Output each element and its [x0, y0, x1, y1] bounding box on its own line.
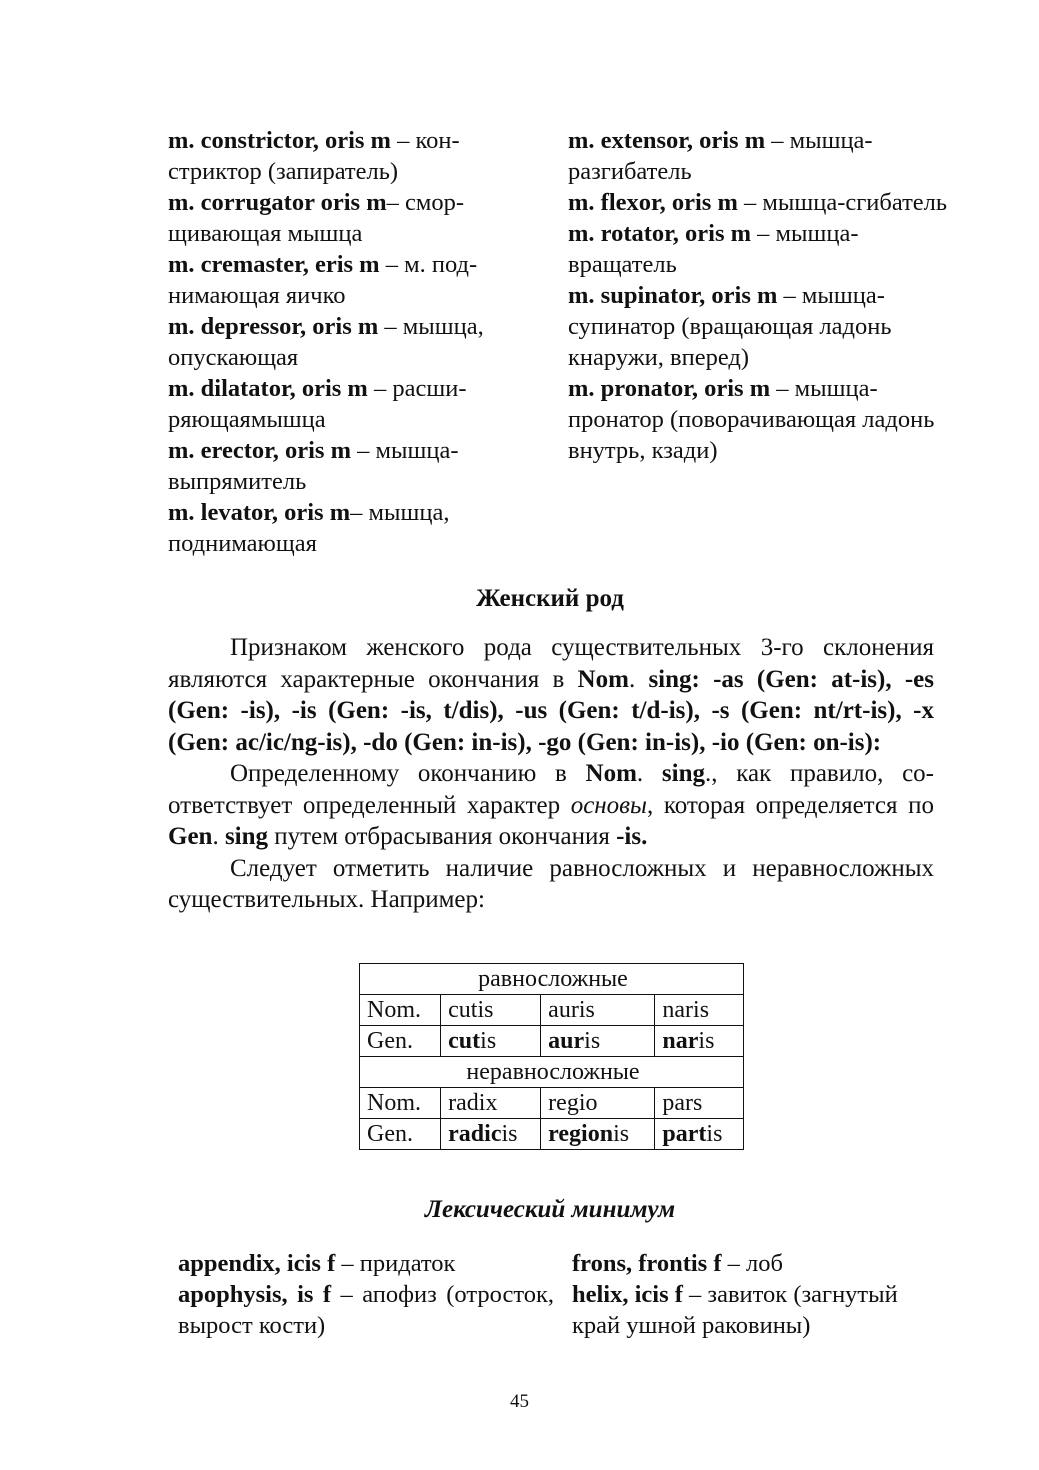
table-cell: naris	[655, 995, 744, 1026]
entry-term: m. supinator, oris m	[568, 282, 778, 309]
page-number: 45	[510, 1391, 529, 1412]
table-cell	[655, 1026, 744, 1057]
text-run-bold: Nom	[585, 760, 637, 787]
text-run: Следует отметить наличие равносложных и неравносложных существительных. Например:	[168, 854, 934, 913]
entry-separator: –	[770, 375, 795, 402]
text-run-italic: основы	[570, 791, 647, 819]
text-run: .	[628, 665, 649, 693]
table-row	[360, 1026, 744, 1057]
entry-gloss: завиток (загнутый край ушной раковины)	[572, 1281, 898, 1339]
text-run: .	[636, 760, 662, 787]
body-text	[168, 632, 934, 916]
group-label: неравносложные	[360, 1057, 744, 1088]
entry-term: frons, frontis f	[572, 1250, 722, 1277]
text-run: ., как правило, соответствует определенный характер	[168, 760, 934, 819]
glossary-entry	[168, 187, 540, 249]
text-run-bold: sing	[224, 823, 269, 850]
lexicon-entry	[178, 1248, 554, 1279]
table-group-row	[360, 964, 744, 995]
ending: is	[698, 1027, 715, 1054]
entry-separator: –	[682, 1281, 708, 1308]
entry-gloss: апофиз (отросток, вырост кости)	[178, 1281, 554, 1339]
entry-term: m. levator, oris m	[168, 499, 351, 526]
table-cell: auris	[541, 995, 655, 1026]
ending: is	[706, 1120, 723, 1147]
ending: is	[584, 1027, 601, 1054]
table-cell	[655, 1119, 744, 1150]
entry-term: appendix, icis f	[178, 1250, 336, 1277]
ending: is	[501, 1120, 518, 1147]
entry-separator: –	[721, 1250, 747, 1277]
lexicon-column-left	[178, 1248, 554, 1341]
case-label: Nom.	[360, 1088, 441, 1119]
table-cell: cutis	[441, 995, 541, 1026]
text-run-bold: sing: -as (Gen: at-is), -es (Gen: -is), -is (Gen: -is, t/dis), -us (Gen: t/d-is), -s (Gen: nt/rt-is), -x (Gen: ac/ic/ng-is), -do (Gen: in-is), -go (Gen: in-is), -io (Gen: on-is):	[168, 665, 935, 756]
entry-term: m. rotator, oris m	[568, 220, 752, 247]
entry-gloss: расширяющаямышца	[168, 375, 467, 433]
entry-separator: –	[765, 127, 790, 154]
entry-separator: –	[350, 499, 369, 526]
glossary-entry	[568, 218, 948, 280]
case-label: Gen.	[360, 1026, 441, 1057]
entry-gloss: констриктор (запиратель)	[168, 127, 460, 185]
entry-separator: –	[367, 375, 393, 402]
table-cell	[541, 1119, 655, 1150]
glossary-entry	[168, 311, 540, 373]
paragraph	[168, 853, 934, 916]
section-heading: Лексический минимум	[424, 1196, 676, 1223]
paragraph	[168, 758, 934, 853]
entry-separator: –	[751, 220, 776, 247]
text-run: .	[212, 823, 225, 850]
entry-separator: –	[737, 189, 763, 216]
entry-gloss: мышца-вращатель	[568, 220, 859, 278]
lexicon-entry	[178, 1279, 554, 1341]
stem: cut	[448, 1027, 481, 1054]
entry-gloss: лоб	[746, 1250, 783, 1277]
lexicon-entry	[572, 1248, 922, 1279]
text-run-bold: -is.	[616, 823, 648, 850]
glossary-entry	[568, 187, 948, 218]
entry-separator: –	[378, 313, 403, 340]
ending: is	[613, 1120, 630, 1147]
entry-term: helix, icis f	[572, 1281, 683, 1308]
entry-gloss: мышца-сгибатель	[762, 189, 948, 216]
paragraph	[168, 632, 934, 758]
glossary-entry	[168, 435, 540, 497]
text-run-bold: sing	[661, 760, 705, 787]
table-row	[360, 1088, 744, 1119]
table-cell	[441, 1026, 541, 1057]
stem: aur	[548, 1027, 585, 1054]
section-heading: Женский род	[476, 585, 624, 612]
entry-gloss: мышца-пронатор (поворачивающая ладонь внутрь, кзади)	[568, 375, 935, 464]
entry-term: m. corrugator oris m	[168, 189, 387, 216]
lexical-minimum	[178, 1248, 922, 1341]
entry-gloss: мышца-выпрямитель	[168, 437, 459, 495]
glossary-entry	[168, 249, 540, 311]
table-cell	[541, 1026, 655, 1057]
entry-term: m. flexor, oris m	[568, 189, 738, 216]
stem: region	[548, 1120, 614, 1147]
entry-gloss: мышца-разгибатель	[568, 127, 873, 185]
group-label: равносложные	[360, 964, 744, 995]
lexicon-column-right	[572, 1248, 922, 1341]
entry-separator: –	[777, 282, 802, 309]
table-row	[360, 995, 744, 1026]
entry-separator: –	[351, 437, 376, 464]
ending: is	[480, 1027, 497, 1054]
entry-term: m. extensor, oris m	[568, 127, 766, 154]
glossary-column-right	[568, 125, 948, 559]
entry-gloss: придаток	[359, 1250, 456, 1277]
table-row	[360, 1119, 744, 1150]
entry-term: apophysis, is f	[178, 1281, 332, 1308]
entry-gloss: мышца, опускающая	[168, 313, 484, 371]
entry-term: m. constrictor, oris m	[168, 127, 391, 154]
stem: radic	[448, 1120, 502, 1147]
entry-separator: –	[331, 1281, 363, 1308]
glossary-entry	[568, 280, 948, 373]
entry-term: m. depressor, oris m	[168, 313, 379, 340]
glossary-column-left	[168, 125, 540, 559]
entry-term: m. cremaster, eris m	[168, 251, 380, 278]
declension-table	[359, 963, 744, 1150]
entry-gloss: мышца-супинатор (вращающая ладонь кнаружи, вперед)	[568, 282, 892, 371]
stem: part	[662, 1120, 707, 1147]
glossary-entry	[168, 497, 540, 559]
lexicon-entry	[572, 1279, 922, 1341]
text-run: путем отбрасывания окончания	[268, 823, 617, 850]
entry-gloss: сморщивающая мышца	[168, 189, 465, 247]
glossary-entry	[568, 125, 948, 187]
case-label: Nom.	[360, 995, 441, 1026]
case-label: Gen.	[360, 1119, 441, 1150]
entry-term: m. pronator, oris m	[568, 375, 771, 402]
text-run: , которая определяется по	[646, 791, 934, 819]
table-cell	[441, 1119, 541, 1150]
entry-separator: –	[386, 189, 405, 216]
entry-separator: –	[335, 1250, 360, 1277]
glossary-entry	[168, 125, 540, 187]
entry-term: m. erector, oris m	[168, 437, 351, 464]
stem: nar	[662, 1027, 699, 1054]
entry-separator: –	[379, 251, 405, 278]
text-run: Признаком женского рода существительных 3-го склонения являются характерные окончания в	[168, 634, 934, 693]
table-cell: pars	[655, 1088, 744, 1119]
glossary-entry	[168, 373, 540, 435]
table-cell: regio	[541, 1088, 655, 1119]
text-run-bold: Nom	[577, 665, 629, 693]
glossary-entry	[568, 373, 948, 466]
muscle-glossary	[168, 125, 948, 559]
text-run: Определенному окончанию в	[230, 760, 586, 787]
text-run-bold: Gen	[168, 823, 213, 850]
entry-term: m. dilatator, oris m	[168, 375, 368, 402]
table-cell: radix	[441, 1088, 541, 1119]
entry-gloss: м. поднимающая яичко	[168, 251, 478, 309]
entry-gloss: мышца, поднимающая	[168, 499, 450, 557]
table-group-row	[360, 1057, 744, 1088]
entry-separator: –	[390, 127, 416, 154]
